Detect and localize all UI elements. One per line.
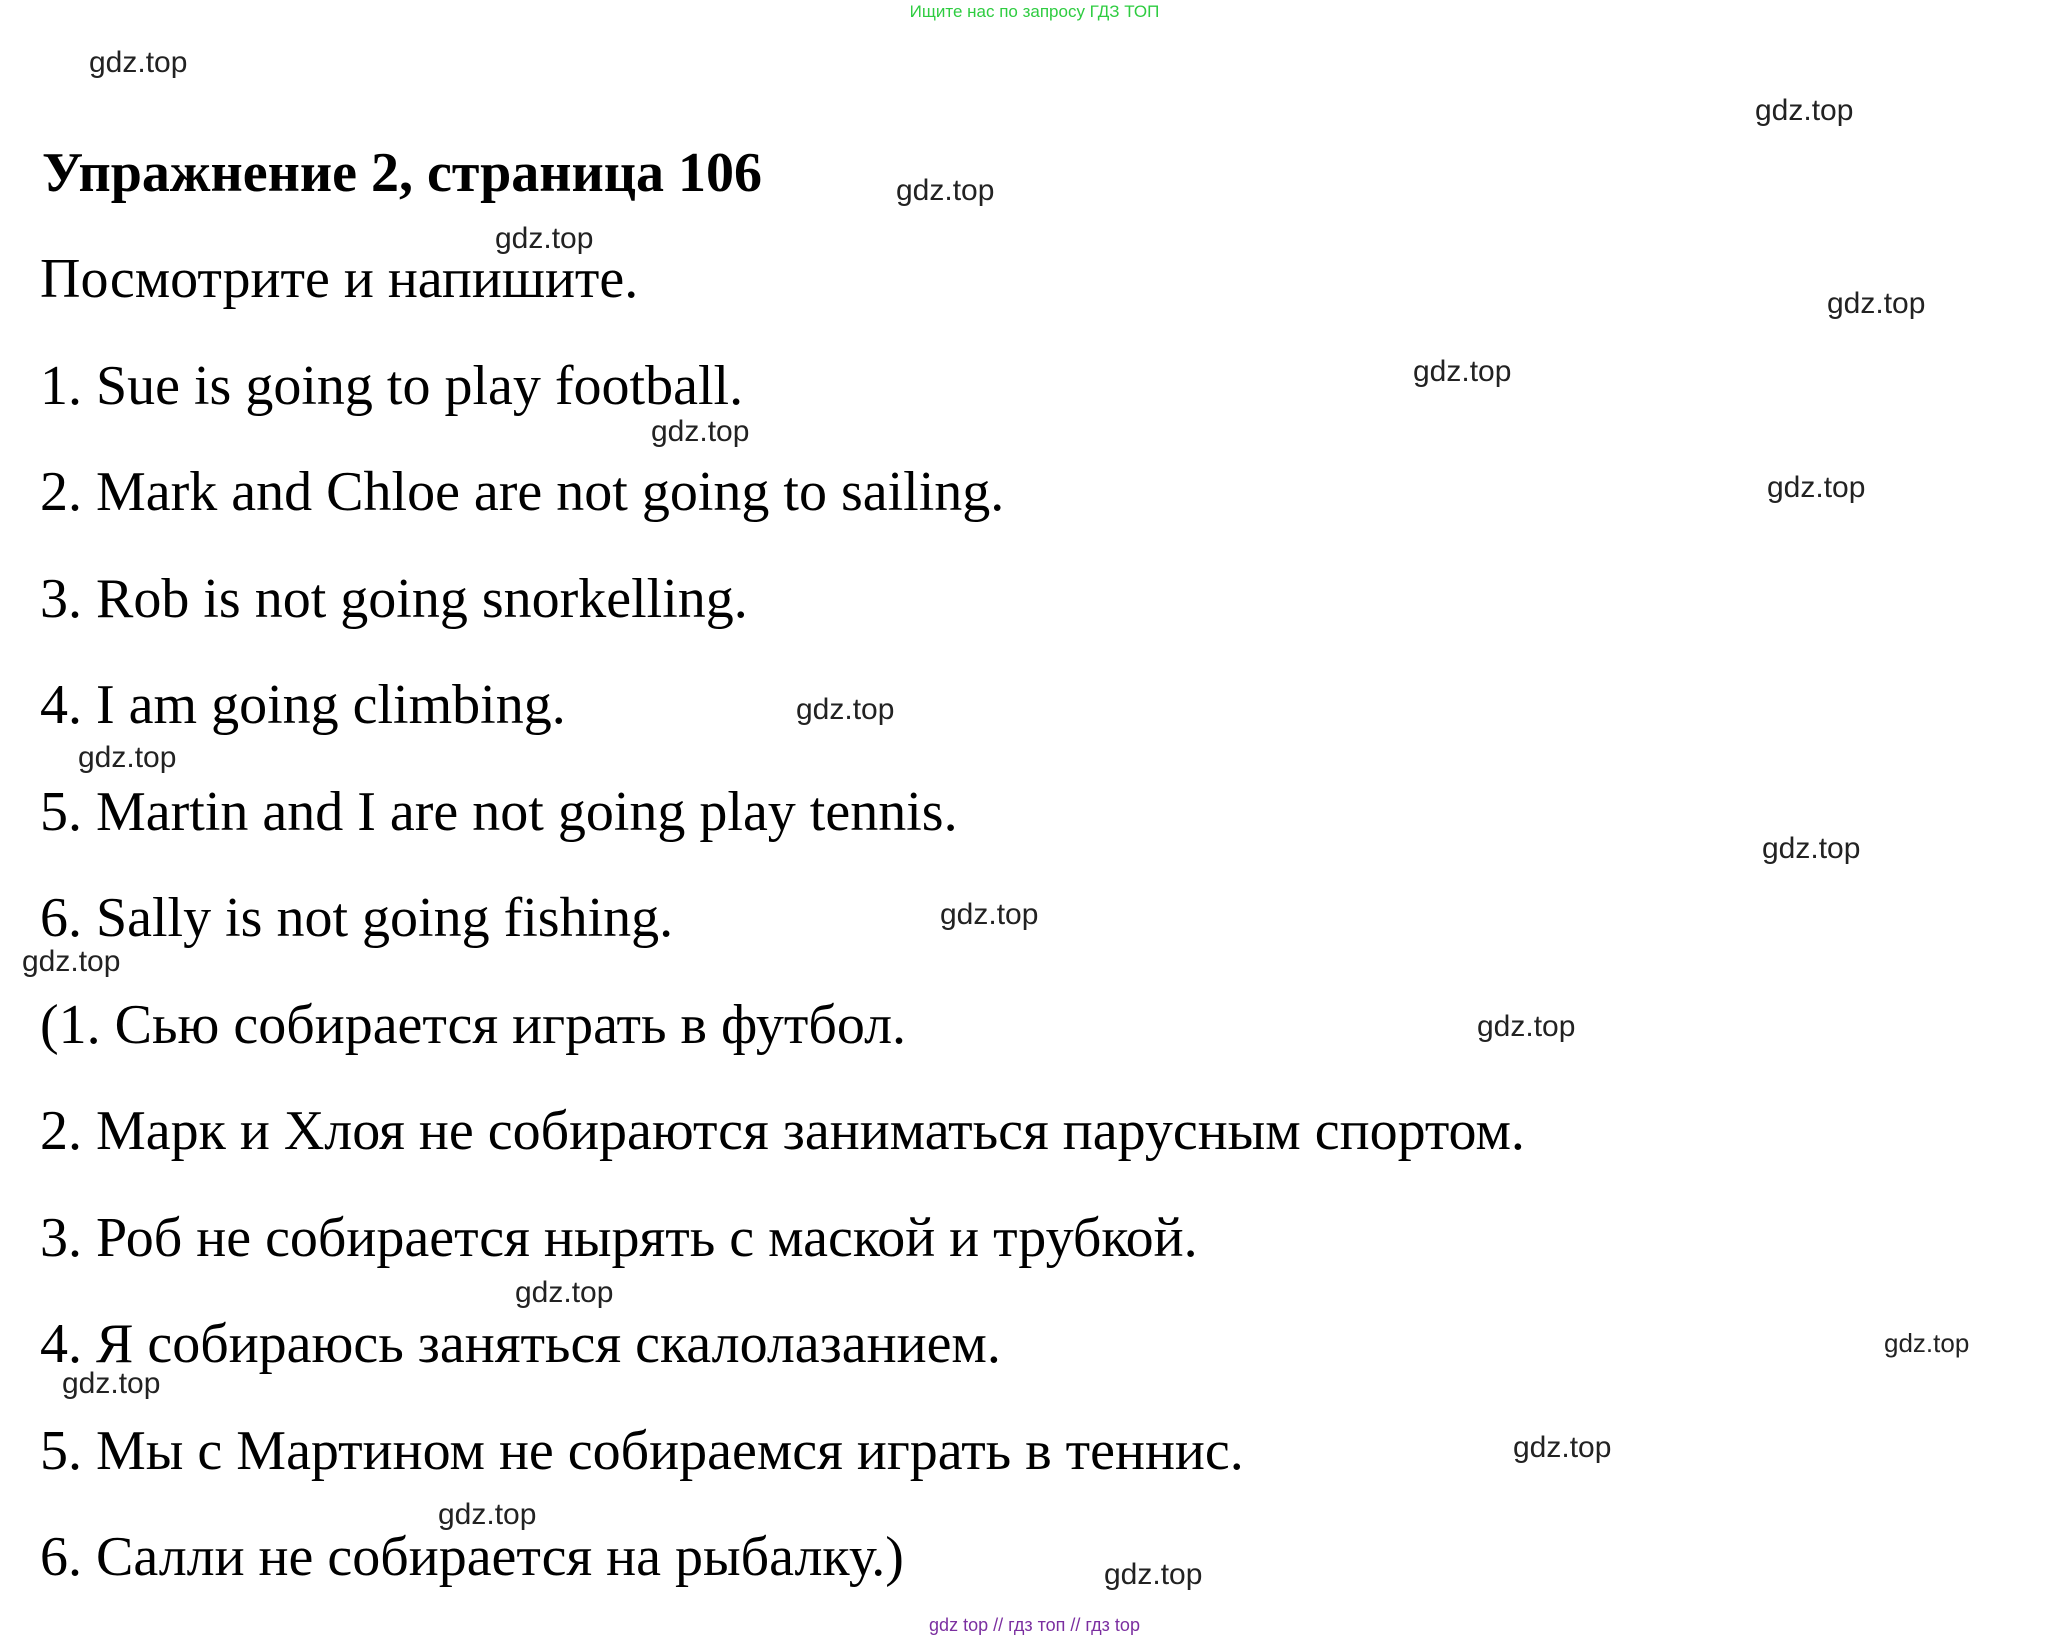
answer-en-2: 2. Mark and Chloe are not going to sailing. [40, 461, 1005, 523]
page-title: Упражнение 2, страница 106 [42, 142, 763, 204]
watermark: gdz.top [796, 693, 895, 726]
watermark: gdz.top [1767, 471, 1866, 504]
answer-en-4: 4. I am going climbing. [40, 674, 566, 736]
watermark: gdz.top [78, 741, 177, 774]
answer-ru-2: 2. Марк и Хлоя не собираются заниматься парусным спортом. [40, 1100, 1525, 1162]
watermark: gdz.top [1477, 1010, 1576, 1043]
instruction-text: Посмотрите и напишите. [40, 248, 639, 310]
watermark: gdz.top [1762, 832, 1861, 865]
watermark: gdz.top [495, 222, 594, 255]
answer-en-6: 6. Sally is not going fishing. [40, 887, 674, 949]
answer-ru-1: (1. Сью собирается играть в футбол. [40, 994, 907, 1056]
answer-ru-4: 4. Я собираюсь заняться скалолазанием. [40, 1313, 1001, 1375]
answer-ru-5: 5. Мы с Мартином не собираемся играть в теннис. [40, 1420, 1244, 1482]
answer-en-5: 5. Martin and I are not going play tennis. [40, 781, 958, 843]
watermark: gdz.top [651, 415, 750, 448]
top-banner: Ищите нас по запросу ГДЗ ТОП [909, 2, 1160, 21]
watermark: gdz.top [1513, 1431, 1612, 1464]
watermark: gdz.top [62, 1367, 161, 1400]
answer-en-1: 1. Sue is going to play football. [40, 355, 744, 417]
watermark: gdz.top [89, 46, 188, 79]
answer-ru-3: 3. Роб не собирается нырять с маской и трубкой. [40, 1207, 1198, 1269]
watermark: gdz.top [1104, 1558, 1203, 1591]
watermark: gdz.top [22, 945, 121, 978]
watermark: gdz.top [896, 174, 995, 207]
answer-ru-6: 6. Салли не собирается на рыбалку.) [40, 1526, 904, 1588]
watermark: gdz.top [438, 1498, 537, 1531]
watermark: gdz.top [1755, 94, 1854, 127]
footer-links: gdz top // гдз топ // гдз top [929, 1615, 1140, 1635]
watermark: gdz.top [1827, 287, 1926, 320]
watermark: gdz.top [1884, 1328, 1970, 1358]
watermark: gdz.top [515, 1276, 614, 1309]
watermark: gdz.top [940, 898, 1039, 931]
watermark: gdz.top [1413, 355, 1512, 388]
answer-en-3: 3. Rob is not going snorkelling. [40, 568, 748, 630]
